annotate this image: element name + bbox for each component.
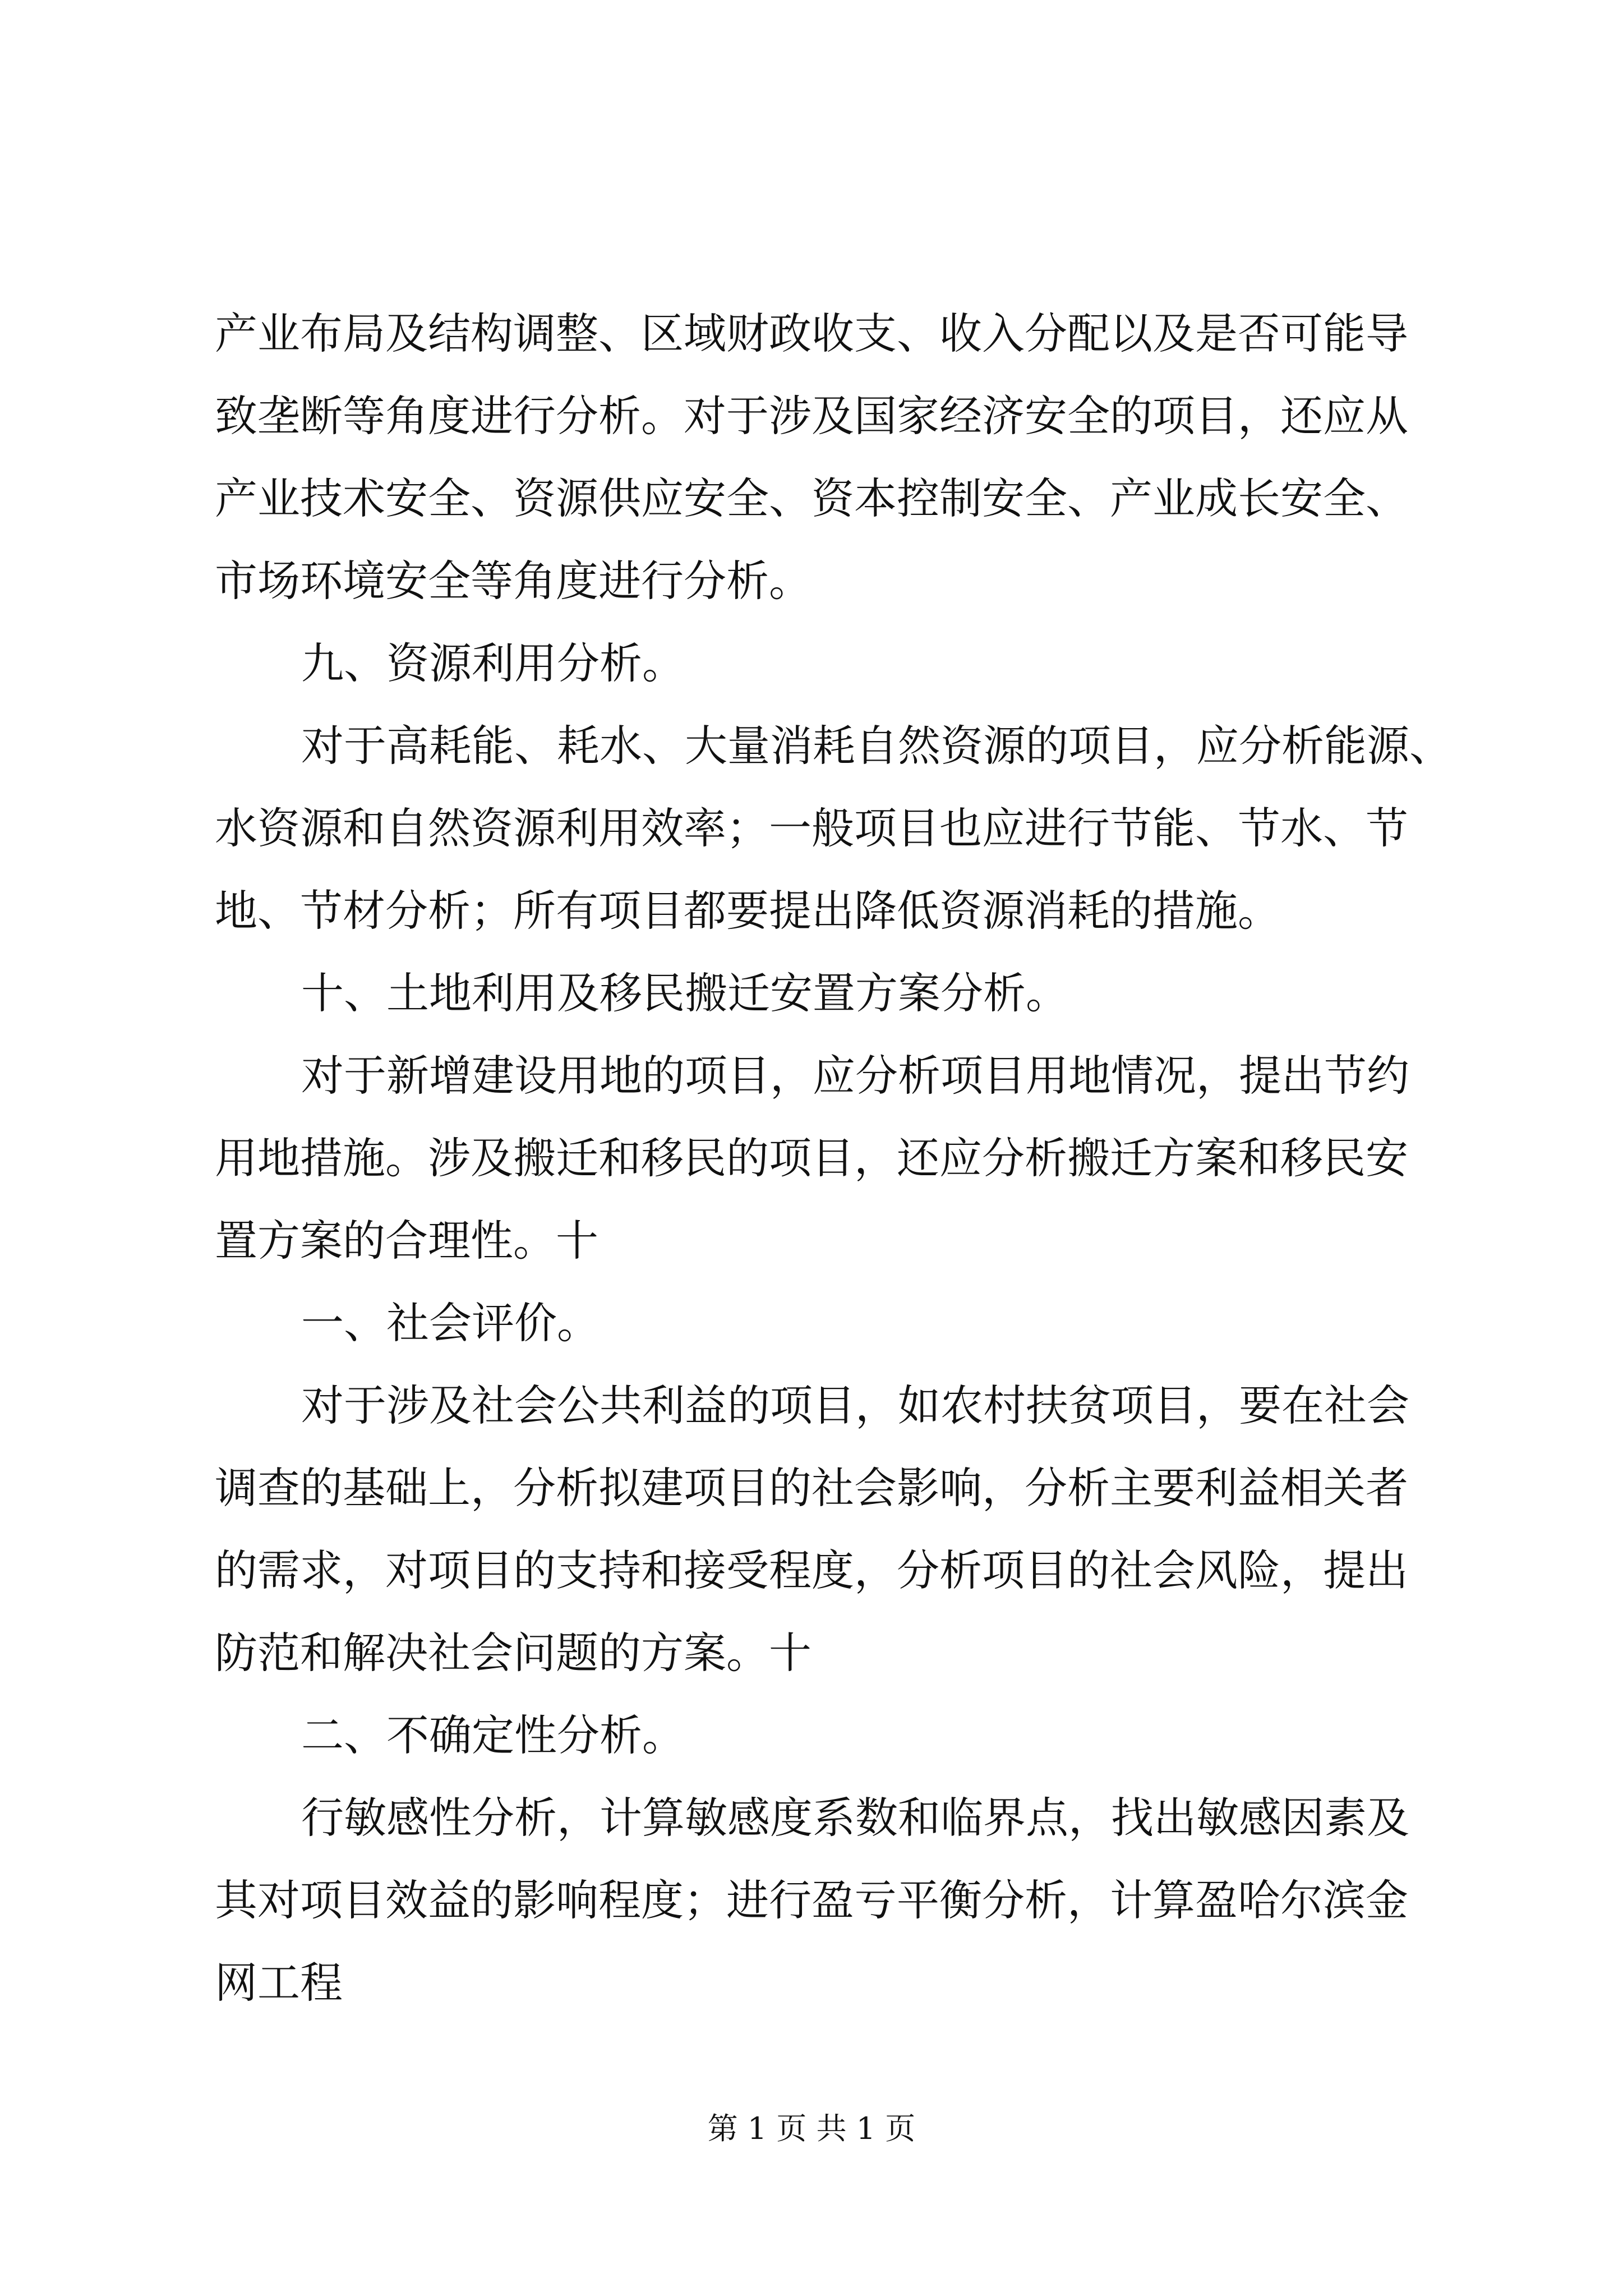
text-line-8: 地、节材分析；所有项目都要提出降低资源消耗的措施。 (215, 886, 1280, 936)
section-heading-11: 一、社会评价。 (301, 1298, 600, 1348)
text-line-6: 对于高耗能、耗水、大量消耗自然资源的项目，应分析能源、 (301, 721, 1452, 771)
text-line-20: 其对项目效益的影响程度；进行盈亏平衡分析，计算盈哈尔滨金 (215, 1875, 1408, 1925)
text-line-21: 网工程 (215, 1958, 343, 2008)
page-number-footer: 第 1 页 共 1 页 (707, 2111, 916, 2146)
text-line-17: 防范和解决社会问题的方案。十 (215, 1628, 811, 1678)
section-heading-12: 二、不确定性分析。 (301, 1710, 685, 1760)
text-line-11: 用地措施。涉及搬迁和移民的项目，还应分析搬迁方案和移民安 (215, 1133, 1408, 1183)
text-line-10: 对于新增建设用地的项目，应分析项目用地情况，提出节约 (301, 1051, 1409, 1101)
text-line-3: 产业技术安全、资源供应安全、资本控制安全、产业成长安全、 (215, 473, 1408, 523)
text-line-16: 的需求，对项目的支持和接受程度，分析项目的社会风险，提出 (215, 1545, 1408, 1595)
text-line-4: 市场环境安全等角度进行分析。 (215, 556, 811, 606)
text-line-1: 产业布局及结构调整、区域财政收支、收入分配以及是否可能导 (215, 309, 1408, 358)
text-line-19: 行敏感性分析，计算敏感度系数和临界点，找出敏感因素及 (301, 1793, 1409, 1843)
text-line-15: 调查的基础上，分析拟建项目的社会影响，分析主要利益相关者 (215, 1463, 1408, 1513)
text-line-14: 对于涉及社会公共利益的项目，如农村扶贫项目，要在社会 (301, 1381, 1409, 1430)
text-line-2: 致垄断等角度进行分析。对于涉及国家经济安全的项目，还应从 (215, 391, 1408, 441)
section-heading-9: 九、资源利用分析。 (301, 638, 685, 688)
text-line-7: 水资源和自然资源利用效率；一般项目也应进行节能、节水、节 (215, 803, 1408, 853)
text-line-12: 置方案的合理性。十 (215, 1216, 598, 1266)
section-heading-10: 十、土地利用及移民搬迁安置方案分析。 (301, 968, 1068, 1018)
